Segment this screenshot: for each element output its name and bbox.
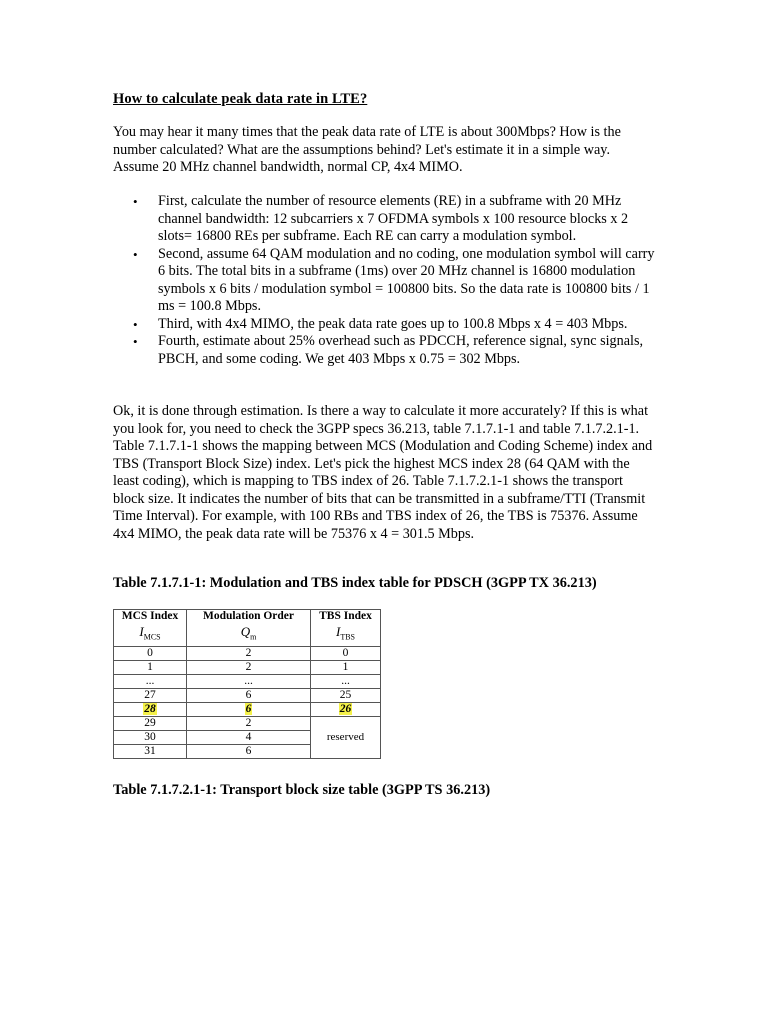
highlighted-table-row: 28 6 26 [114,703,381,717]
body-paragraph: Ok, it is done through estimation. Is there a way to calculate it more accurately? If this is what you look for, you need to check the 3GPP specs 36.213, table 7.1.7.1-1 and table 7.1.7.2.1-1. Table 7.1.7.1-1 shows the mapping between MCS (Modulation and Coding Scheme) index and TBS (Transport Block Size) index. Let's pick the highest MCS index 28 (64 QAM with the least coding), which is mapping to TBS index of 26. Table 7.1.7.2.1-1 shows the transport block size. It indicates the number of bits that can be transmitted in a subframe/TTI (Transmit Time Interval). For example, with 100 RBs and TBS index of 26, the TBS is 75376. Assume 4x4 MIMO, the peak data rate will be 75376 x 4 = 301.5 Mbps. [113,403,653,542]
table-row: 1 2 1 [114,661,381,675]
bullet-list [113,193,658,368]
bullet-icon: • [133,316,138,332]
intro-paragraph: You may hear it many times that the peak data rate of LTE is about 300Mbps? How is the number calculated? What are the assumptions behind? Let's estimate it in a simple way. Assume 20 MHz channel bandwidth, normal CP, 4x4 MIMO. [113,124,621,175]
list-item: • Third, with 4x4 MIMO, the peak data rate goes up to 100.8 Mbps x 4 = 403 Mbps. [133,315,628,332]
table-row: 27 6 25 [114,689,381,703]
table-row: 30 4 [114,731,381,745]
column-header-tbs-index: TBS Index $I_{TBS}$ [311,610,381,647]
column-header-mcs-index: MCS Index $I_{MCS}$ [114,610,187,647]
bullet-icon: • [133,194,138,209]
table-row: 31 6 [114,745,381,759]
table-row: 29 2 reserved [114,717,381,731]
table-header-row [114,610,381,647]
reserved-cell: reserved [311,717,381,759]
bullet-icon: • [133,334,138,349]
table-row: 0 2 0 [114,647,381,661]
list-item: • First, calculate the number of resource elements (RE) in a subframe with 20 MHz channel bandwidth: 12 subcarriers x 7 OFDMA symbols x 100 resource blocks x 2 slots= 16800 REs per subframe. Each RE can carry a modulation symbol. [133,193,629,244]
table-caption: Table 7.1.7.2.1-1: Transport block size table (3GPP TS 36.213) [113,782,491,798]
column-header-modulation-order: Modulation Order $Q_m$ [187,610,311,647]
page-title: How to calculate peak data rate in LTE? [113,91,368,107]
list-item: • Fourth, estimate about 25% overhead such as PDCCH, reference signal, sync signals, PBCH, and some coding. We get 403 Mbps x 0.75 = 302 Mbps. [133,333,644,367]
table-caption: Table 7.1.7.1-1: Modulation and TBS index table for PDSCH (3GPP TX 36.213) [113,575,597,591]
mcs-tbs-table [113,609,381,759]
bullet-icon: • [133,246,138,262]
table-row: ... ... ... [114,675,381,689]
list-item: • Second, assume 64 QAM modulation and no coding, one modulation symbol will carry 6 bits. The total bits in a subframe (1ms) over 20 MHz channel is 16800 modulation symbols x 6 bits / modulation symbol = 100800 bits. So the data rate is 100800 bits / 1 ms = 100.8 Mbps. [133,245,655,314]
